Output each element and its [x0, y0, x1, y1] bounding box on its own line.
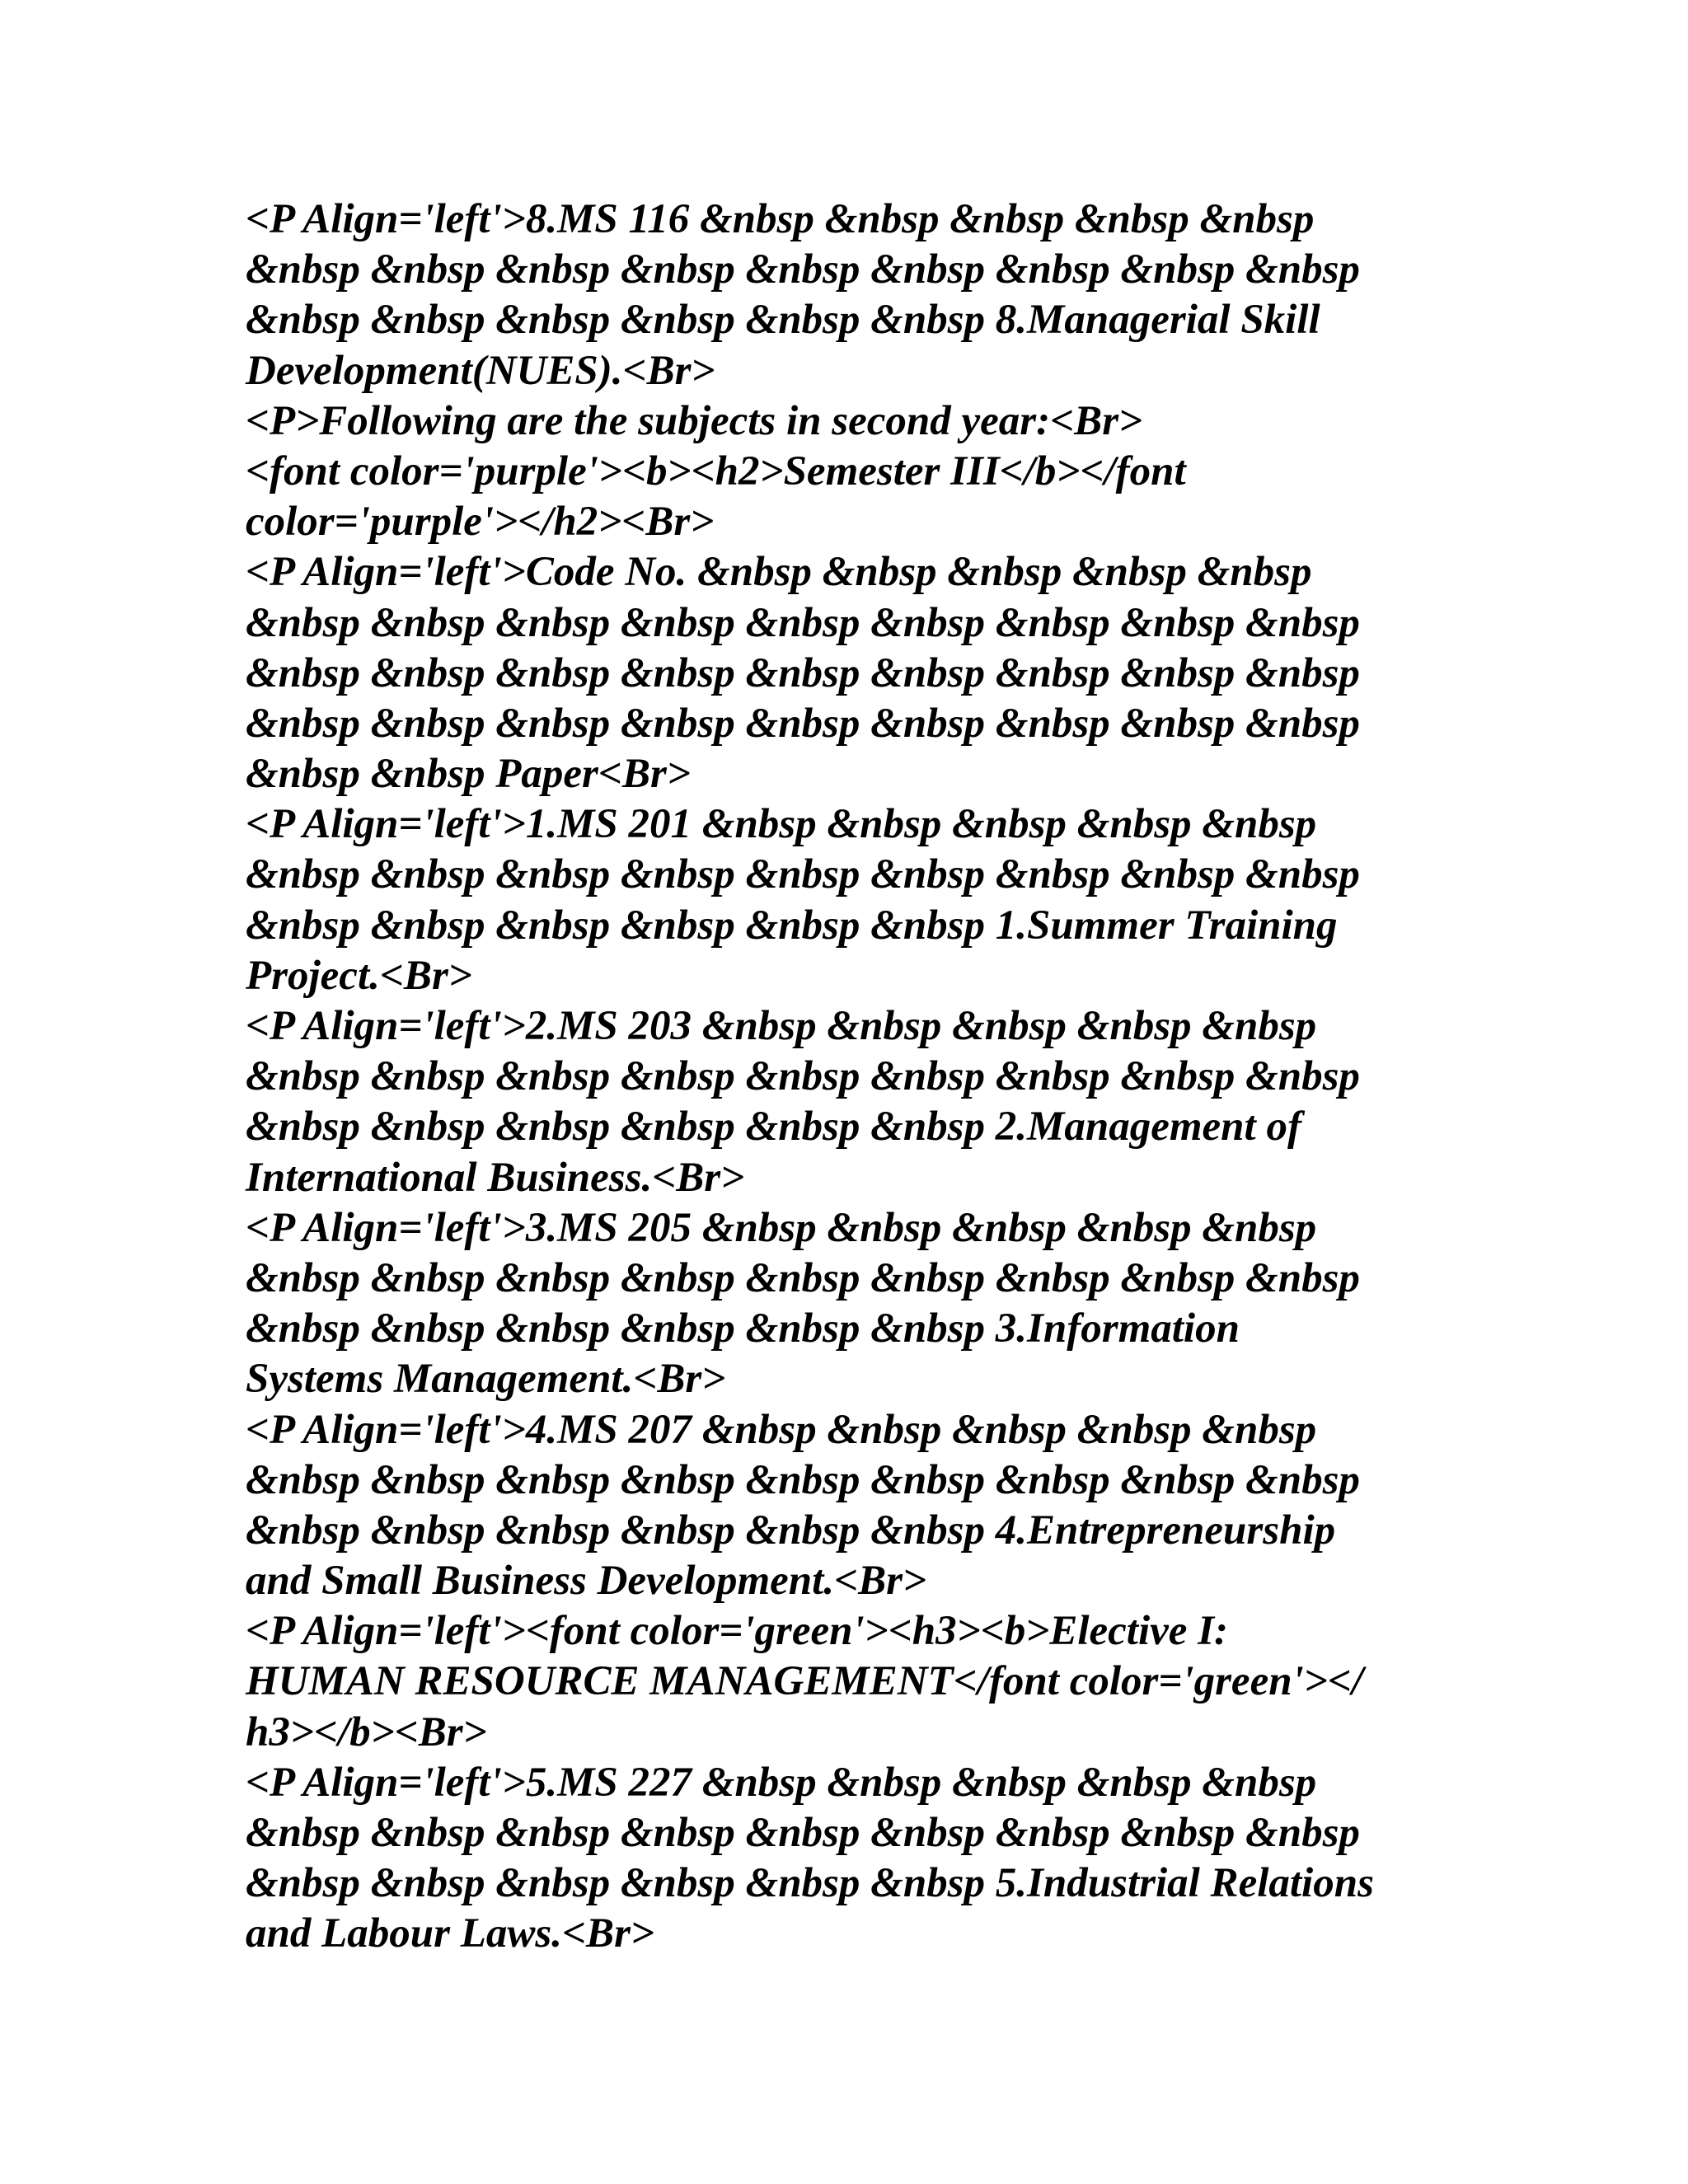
text-line: color='purple'></h2><Br> [246, 499, 715, 546]
text-line: &nbsp &nbsp &nbsp &nbsp &nbsp &nbsp &nbsp &nbsp &nbsp [246, 246, 1360, 293]
text-line: <font color='purple'><b><h2>Semester III</b></font [246, 448, 1186, 494]
text-line: HUMAN RESOURCE MANAGEMENT</font color='green'></ [246, 1658, 1364, 1705]
text-line: &nbsp &nbsp &nbsp &nbsp &nbsp &nbsp &nbsp &nbsp &nbsp [246, 1053, 1360, 1100]
text-line: &nbsp &nbsp &nbsp &nbsp &nbsp &nbsp &nbsp &nbsp &nbsp [246, 599, 1360, 646]
text-line: &nbsp &nbsp &nbsp &nbsp &nbsp &nbsp &nbsp &nbsp &nbsp [246, 649, 1360, 696]
text-line: <P Align='left'><font color='green'><h3><b>Elective I: [246, 1608, 1229, 1655]
text-line: h3></b><Br> [246, 1708, 487, 1755]
text-line: <P>Following are the subjects in second year:<Br> [246, 397, 1143, 444]
text-line: <P Align='left'>3.MS 205 &nbsp &nbsp &nbsp &nbsp &nbsp [246, 1204, 1317, 1251]
document-body [246, 194, 1432, 1960]
text-line: &nbsp &nbsp &nbsp &nbsp &nbsp &nbsp &nbsp &nbsp &nbsp [246, 851, 1360, 898]
text-line: Development(NUES).<Br> [246, 347, 715, 394]
text-line: and Small Business Development.<Br> [246, 1558, 927, 1605]
text-line: &nbsp &nbsp &nbsp &nbsp &nbsp &nbsp 8.Managerial Skill [246, 297, 1320, 344]
text-line: Systems Management.<Br> [246, 1356, 726, 1403]
text-line: &nbsp &nbsp Paper<Br> [246, 751, 691, 798]
text-line: <P Align='left'>Code No. &nbsp &nbsp &nbsp &nbsp &nbsp [246, 549, 1312, 596]
text-line: &nbsp &nbsp &nbsp &nbsp &nbsp &nbsp 2.Management of [246, 1104, 1301, 1151]
text-line: <P Align='left'>1.MS 201 &nbsp &nbsp &nbsp &nbsp &nbsp [246, 801, 1317, 848]
text-line: International Business.<Br> [246, 1154, 745, 1201]
text-line: <P Align='left'>5.MS 227 &nbsp &nbsp &nbsp &nbsp &nbsp [246, 1759, 1317, 1806]
text-line: &nbsp &nbsp &nbsp &nbsp &nbsp &nbsp &nbsp &nbsp &nbsp [246, 700, 1360, 747]
text-line: &nbsp &nbsp &nbsp &nbsp &nbsp &nbsp &nbsp &nbsp &nbsp [246, 1810, 1360, 1856]
text-line: &nbsp &nbsp &nbsp &nbsp &nbsp &nbsp 4.Entrepreneurship [246, 1507, 1336, 1554]
text-line: &nbsp &nbsp &nbsp &nbsp &nbsp &nbsp &nbsp &nbsp &nbsp [246, 1456, 1360, 1503]
text-line: <P Align='left'>4.MS 207 &nbsp &nbsp &nbsp &nbsp &nbsp [246, 1406, 1317, 1453]
text-line: &nbsp &nbsp &nbsp &nbsp &nbsp &nbsp 3.Information [246, 1305, 1240, 1352]
text-line: &nbsp &nbsp &nbsp &nbsp &nbsp &nbsp 1.Summer Training [246, 902, 1338, 949]
text-line: Project.<Br> [246, 952, 472, 999]
text-line: and Labour Laws.<Br> [246, 1910, 654, 1957]
text-line: &nbsp &nbsp &nbsp &nbsp &nbsp &nbsp 5.Industrial Relations [246, 1860, 1374, 1907]
text-line: <P Align='left'>2.MS 203 &nbsp &nbsp &nbsp &nbsp &nbsp [246, 1003, 1317, 1049]
text-line: <P Align='left'>8.MS 116 &nbsp &nbsp &nbsp &nbsp &nbsp [246, 196, 1315, 242]
text-line: &nbsp &nbsp &nbsp &nbsp &nbsp &nbsp &nbsp &nbsp &nbsp [246, 1254, 1360, 1301]
